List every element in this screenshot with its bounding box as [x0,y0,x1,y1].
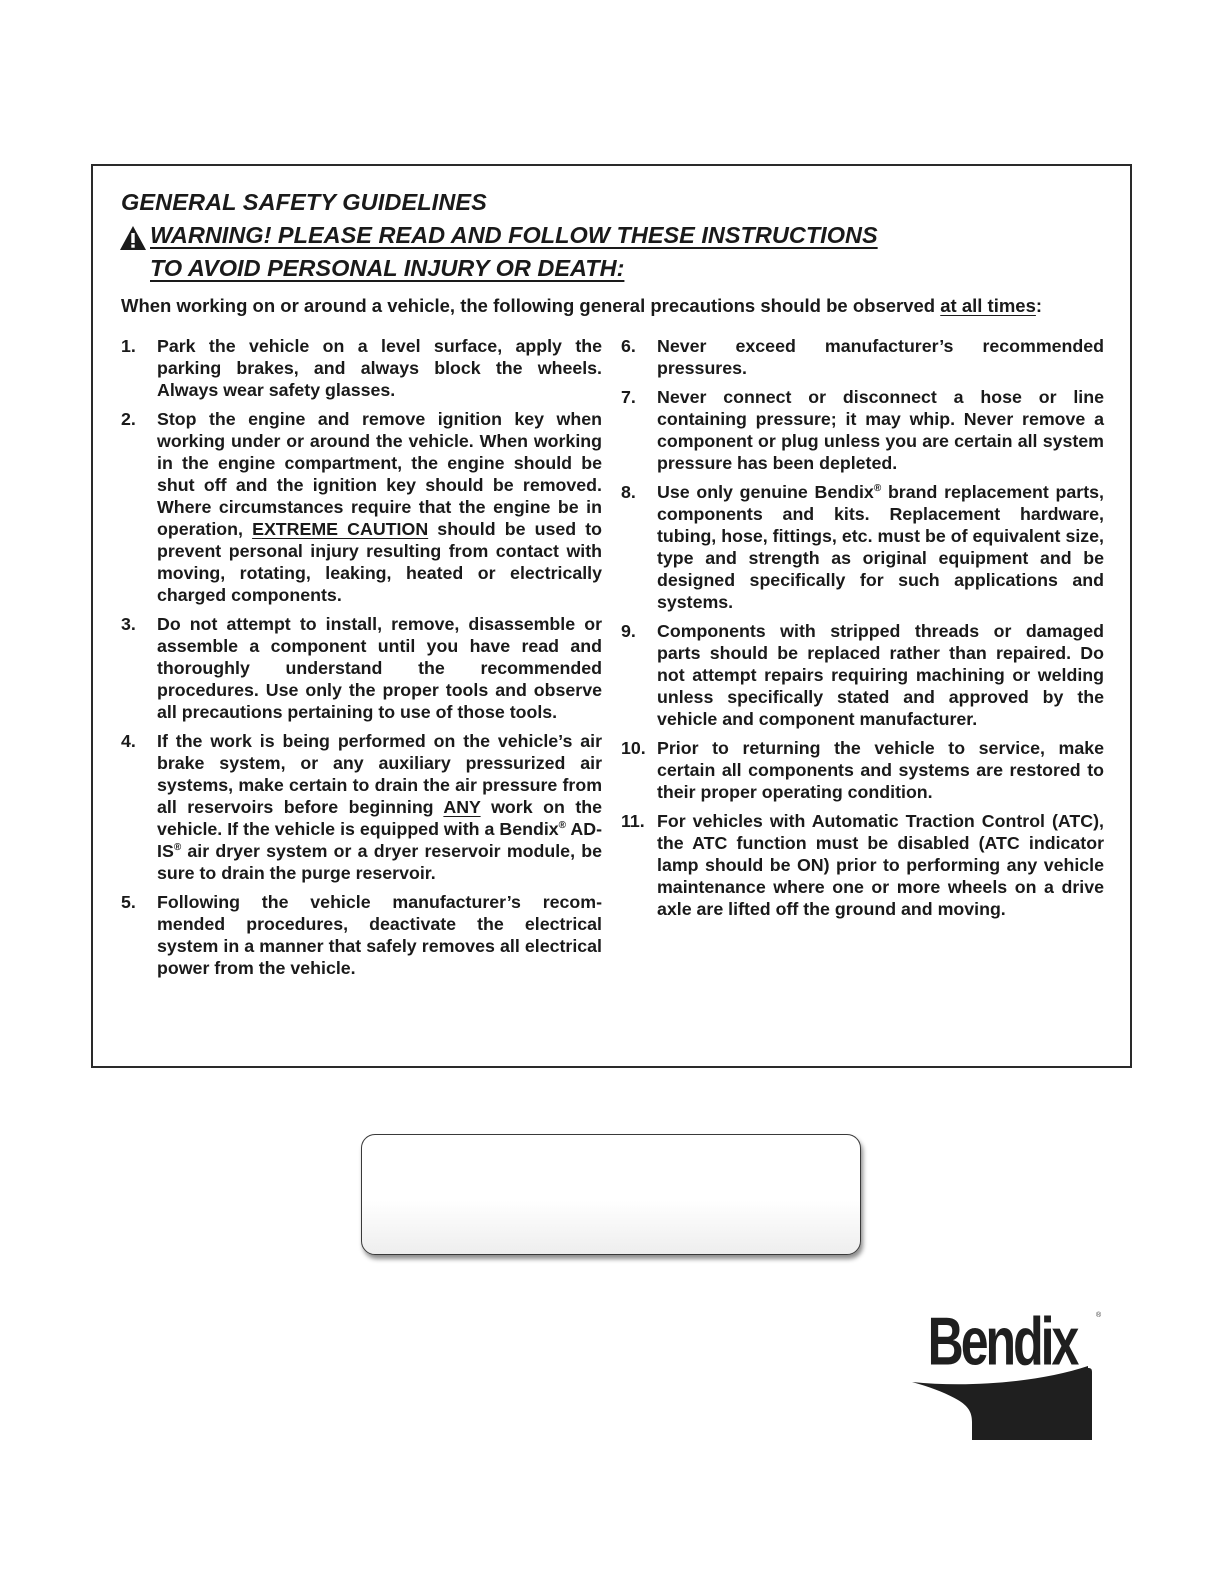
item-number: 2. [121,409,136,429]
logo-registered-mark: ® [1096,1312,1102,1319]
guideline-item [121,408,602,606]
safety-guidelines-box [91,164,1132,1068]
item-number: 6. [621,336,636,356]
logo-swoosh-icon [910,1366,1102,1440]
registered-mark: ® [558,820,567,832]
registered-mark: ® [873,483,882,495]
blank-label-box [361,1134,861,1255]
item-text-cont: air dryer system or a dryer reservoir module, be sure to drain the purge reservoir. [157,841,602,883]
item-text: Park the vehicle on a level surface, apply the parking brakes, and always block the wheels. Always wear safety glasses. [157,336,602,400]
item-text: Never exceed manufacturer’s recommended pressures. [657,336,1104,378]
item-number: 10. [621,738,646,758]
guideline-item [121,730,602,884]
item-text: Never connect or disconnect a hose or line containing pressure; it may whip. Never remove a component or plug unless you are certain all system pressure has been depleted. [657,387,1104,473]
guideline-item [621,737,1104,803]
item-number: 8. [621,482,636,502]
item-text: Do not attempt to install, remove, disassemble or assemble a component until you have read and thoroughly understand the recommended procedures. Use only the proper tools and observe all precautions pertaining to use of those tools. [157,614,602,722]
item-number: 11. [621,811,645,831]
item-number: 5. [121,892,136,912]
item-text-cont: work on the vehicle. If the vehicle is equipped with a Bendix [157,797,602,839]
item-text: Components with stripped threads or damaged parts should be replaced rather than repaired. Do not attempt repairs requiring machining or welding unless specifically stated and approved by the vehicle and component manufacturer. [657,621,1104,729]
guidelines-list-right [621,335,1104,927]
item-number: 7. [621,387,636,407]
item-text: For vehicles with Automatic Traction Control (ATC), the ATC function must be disabled (ATC indicator lamp should be ON) prior to performing any vehicle maintenance where one or more wheels on a drive axle are lifted off the ground and moving. [657,811,1104,919]
item-text-cont: should be used to prevent personal injury resulting from contact with moving, rotating, leaking, heated or electrically charged components. [157,519,602,605]
warning-triangle-icon [119,225,147,251]
guideline-item [621,481,1104,613]
item-text-cont: AD-IS [157,819,602,861]
intro-text [121,295,1042,317]
item-emphasis: ANY [443,797,481,817]
item-number: 9. [621,621,636,641]
bendix-logo [910,1303,1105,1438]
intro-text-end: : [1035,295,1043,316]
guideline-item [121,891,602,979]
guideline-item [621,386,1104,474]
logo-wordmark: Bendix [927,1303,1077,1380]
item-text-cont: brand replacement parts, components and kits. Replacement hardware, tubing, hose, fittings, etc. must be of equivalent size, type and strength as original equipment and be designed specifically for such applications and systems. [657,482,1104,612]
guideline-item [121,613,602,723]
item-text: Use only genuine Bendix [657,482,874,502]
guideline-item [121,335,602,401]
item-text: Stop the engine and remove ignition key when working under or around the vehicle. When working in the engine compartment, the engine should be shut off and the ignition key should be removed. Where circumstances require that the engine be in operation, [157,409,602,539]
guidelines-list-left [121,335,602,986]
guideline-item [621,620,1104,730]
item-number: 1. [121,336,136,356]
registered-mark: ® [173,842,182,854]
warning-line-1: WARNING! PLEASE READ AND FOLLOW THESE INSTRUCTIONS [150,222,878,248]
guideline-item [621,335,1104,379]
item-number: 3. [121,614,136,634]
item-number: 4. [121,731,136,751]
intro-text-part: When working on or around a vehicle, the following general precautions should be observed [121,295,941,316]
warning-line-2: TO AVOID PERSONAL INJURY OR DEATH: [150,255,625,281]
item-text: Prior to returning the vehicle to service, make certain all components and systems are restored to their proper operating condition. [657,738,1104,802]
item-emphasis: EXTREME CAUTION [252,519,429,539]
page-title: GENERAL SAFETY GUIDELINES [121,189,487,215]
item-text: If the work is being performed on the vehicle’s air brake system, or any auxiliary pressurized air systems, make certain to drain the air pressure from all reservoirs before beginning [157,731,602,817]
guideline-item [621,810,1104,920]
intro-emphasis: at all times [940,295,1036,316]
item-text: Following the vehicle manufacturer’s recom-mended procedures, deactivate the electrical system in a manner that safely removes all electrical power from the vehicle. [157,892,602,978]
